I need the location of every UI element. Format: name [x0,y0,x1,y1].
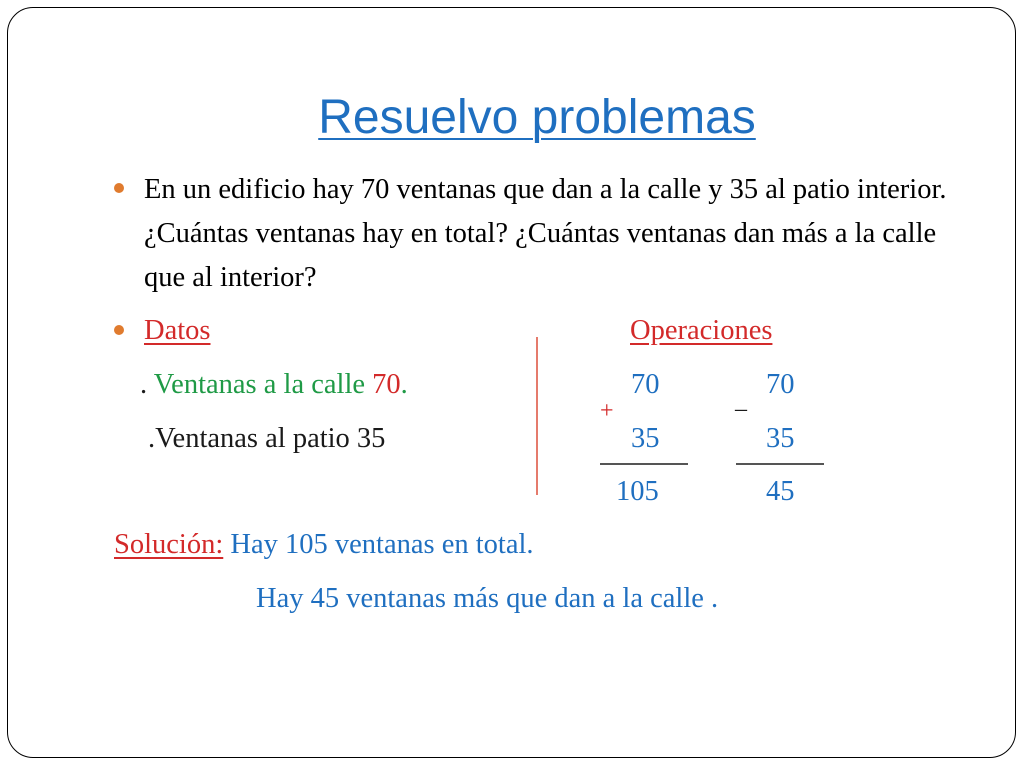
solution-text-1: Hay 105 ventanas en total. [223,529,534,560]
solution-line-1 [114,523,534,567]
datos-line-1 [140,363,408,407]
datos-line-1-value: 70 [372,369,401,400]
operaciones-heading: Operaciones [630,315,773,346]
problem-statement: En un edificio hay 70 ventanas que dan a la calle y 35 al patio interior. ¿Cuántas ventanas hay en total? ¿Cuántas ventanas dan más a la calle que al interior? [144,174,947,293]
diff-sign: – [735,396,747,422]
slide-title: Resuelvo problemas [318,91,756,144]
sum-operand-b: 35 [631,423,660,454]
diff-rule [736,463,824,465]
bullet-icon [114,183,124,193]
sum-rule [600,463,688,465]
datos-heading: Datos [144,315,211,346]
diff-operand-b: 35 [766,423,795,454]
solution-label: Solución: [114,529,224,560]
solution-line-2: Hay 45 ventanas más que dan a la calle . [256,583,719,614]
sum-sign: + [600,398,614,424]
sum-operand-a: 70 [631,369,660,400]
datos-line-1-text: Ventanas a la calle [153,369,373,400]
diff-result: 45 [766,476,795,507]
column-divider [536,337,538,495]
sum-result: 105 [616,476,659,507]
datos-line-2: .Ventanas al patio 35 [148,423,386,454]
datos-line-1-suffix: . [400,369,408,400]
datos-line-1-prefix: . [140,369,154,400]
bullet-icon [114,325,124,335]
diff-operand-a: 70 [766,369,795,400]
